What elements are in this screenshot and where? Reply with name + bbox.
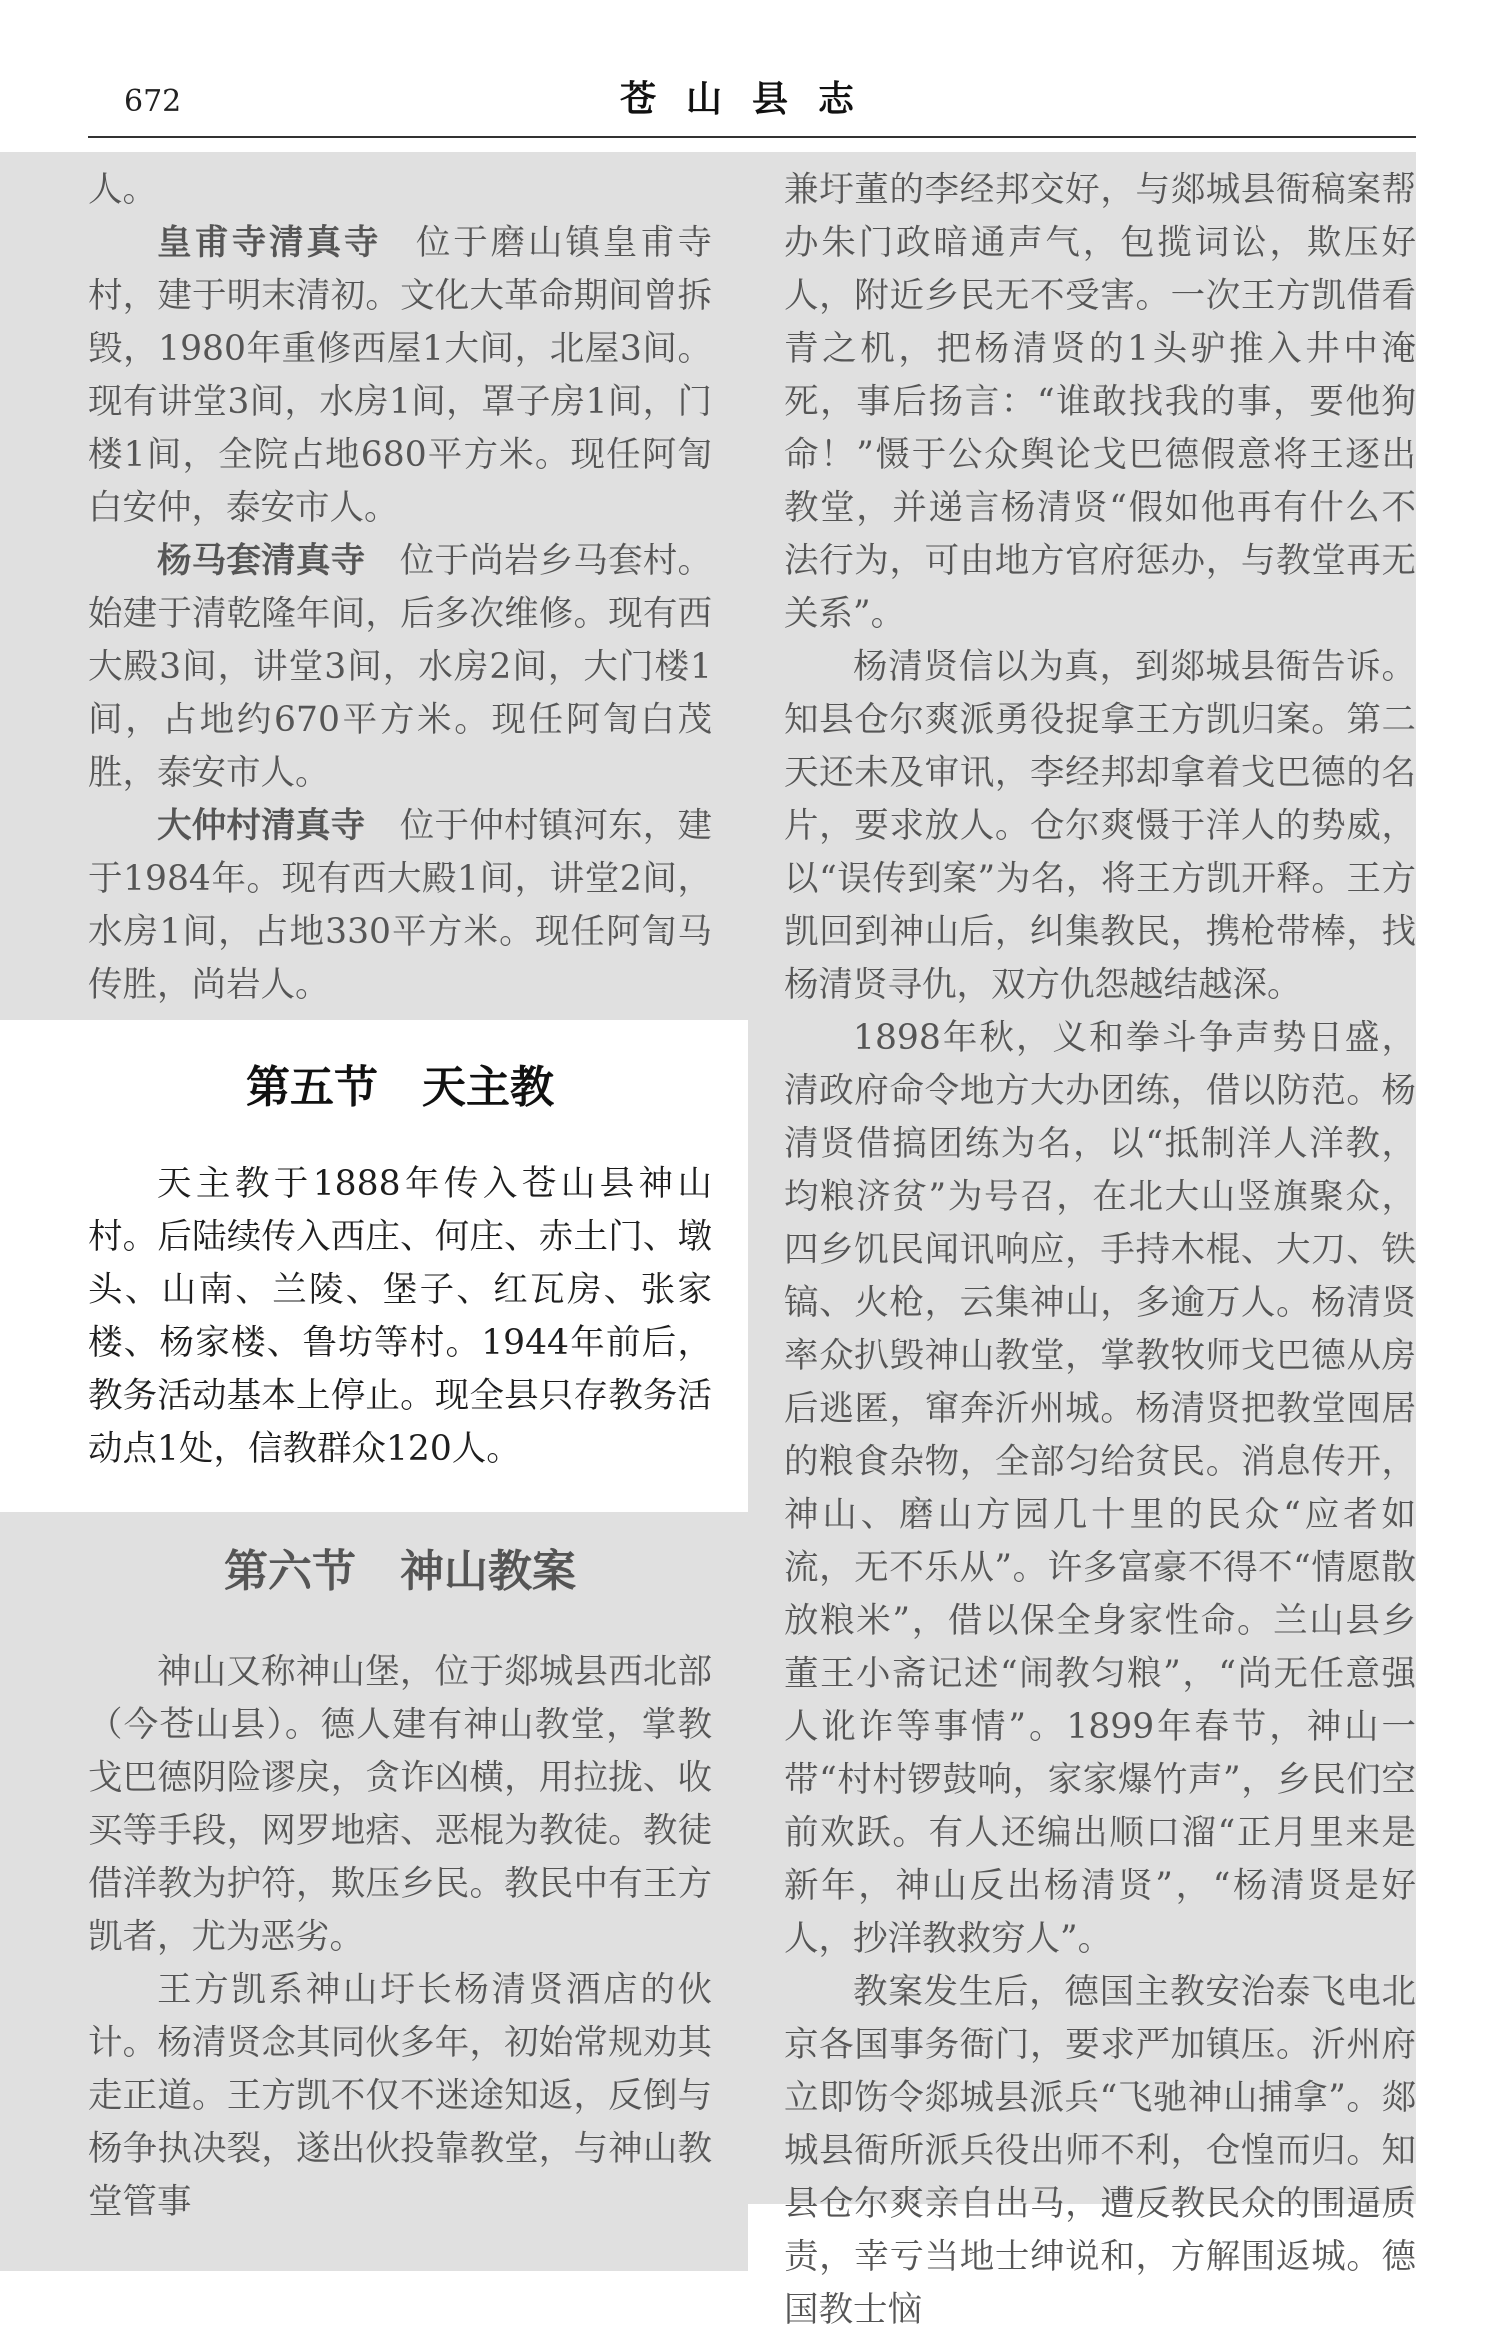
mosque-name: 大仲村清真寺: [157, 806, 366, 846]
mosque-entry: [88, 800, 712, 1012]
left-column-top-block: [0, 152, 748, 1020]
right-column: [748, 152, 1416, 2330]
mosque-description: 位于尚岩乡马套村。始建于清乾隆年间，后多次维修。现有西大殿3间，讲堂3间，水房2间，大门楼1间，占地约670平方米。现任阿訇白茂胜，泰安市人。: [88, 541, 713, 793]
mosque-entry: [88, 535, 712, 800]
body-paragraph: 1898年秋，义和拳斗争声势日盛，清政府命令地方大办团练，借以防范。杨清贤借搞团练为名，以“抵制洋人洋教，均粮济贫”为号召，在北大山竖旗聚众，四乡饥民闻讯响应，手持木棍、大刀、铁镐、火枪，云集神山，多逾万人。杨清贤率众扒毁神山教堂，掌教牧师戈巴德从房后逃匿，窜奔沂州城。杨清贤把教堂囤居的粮食杂物，全部匀给贫民。消息传开，神山、磨山方园几十里的民众“应者如流，无不乐从”。许多富豪不得不“情愿散放粮米”，借以保全身家性命。兰山县乡董王小斋记述“闹教匀粮”，“尚无任意强人讹诈等事情”。1899年春节，神山一带“村村锣鼓响，家家爆竹声”，乡民们空前欢跃。有人还编出顺口溜“正月里来是新年，神山反出杨清贤”，“杨清贤是好人，抄洋教救穷人”。: [784, 1018, 1416, 1959]
book-title: 苍山县志: [620, 78, 885, 120]
header-divider: [88, 136, 1416, 138]
mosque-entry: [88, 217, 712, 535]
section-heading: 第五节 天主教: [246, 1062, 554, 1113]
mosque-name: 杨马套清真寺: [157, 541, 366, 581]
continued-paragraph-tail: 人。: [88, 170, 157, 210]
section-paragraph: 王方凯系神山圩长杨清贤酒店的伙计。杨清贤念其同伙多年，初始常规劝其走正道。王方凯不仅不迷途知返，反倒与杨争执决裂，遂出伙投靠教堂，与神山教堂管事: [88, 1970, 712, 2222]
section-paragraph: 天主教于1888年传入苍山县神山村。后陆续传入西庄、何庄、赤土门、墩头、山南、兰陵、堡子、红瓦房、张家楼、杨家楼、鲁坊等村。1944年前后，教务活动基本上停止。现全县只存教务活动点1处，信教群众120人。: [88, 1164, 712, 1469]
mosque-name: 皇甫寺清真寺: [157, 223, 382, 263]
section-paragraph: 神山又称神山堡，位于郯城县西北部（今苍山县）。德人建有神山教堂，掌教戈巴德阴险谬戾，贪诈凶横，用拉拢、收买等手段，网罗地痞、恶棍为教徒。教徒借洋教为护符，欺压乡民。教民中有王方凯者，尤为恶劣。: [88, 1652, 712, 1957]
body-paragraph: 教案发生后，德国主教安治泰飞电北京各国事务衙门，要求严加镇压。沂州府立即饬令郯城县派兵“飞驰神山捕拿”。郯城县衙所派兵役出师不利，仓惶而归。知县仓尔爽亲自出马，遭反教民众的围逼质责，幸亏当地士绅说和，方解围返城。德国教士恼: [784, 1972, 1416, 2330]
page-number: 672: [124, 84, 182, 119]
section-shenshan-case: [0, 1512, 748, 2271]
section-catholicism: [0, 1020, 748, 1512]
mosque-description: 位于仲村镇河东，建于1984年。现有西大殿1间，讲堂2间，水房1间，占地330平方米。现任阿訇马传胜，尚岩人。: [88, 806, 713, 1005]
body-paragraph: 杨清贤信以为真，到郯城县衙告诉。知县仓尔爽派勇役捉拿王方凯归案。第二天还未及审讯，李经邦却拿着戈巴德的名片，要求放人。仓尔爽慑于洋人的势威，以“误传到案”为名，将王方凯开释。王方凯回到神山后，纠集教民，携枪带棒，找杨清贤寻仇，双方仇怨越结越深。: [784, 647, 1416, 1005]
section-heading: 第六节 神山教案: [224, 1546, 576, 1597]
mosque-description: 位于磨山镇皇甫寺村，建于明末清初。文化大革命期间曾拆毁，1980年重修西屋1大间，北屋3间。现有讲堂3间，水房1间，罩子房1间，门楼1间，全院占地680平方米。现任阿訇白安仲，泰安市人。: [88, 223, 713, 528]
body-paragraph: 兼圩董的李经邦交好，与郯城县衙稿案帮办朱门政暗通声气，包揽词讼，欺压好人，附近乡民无不受害。一次王方凯借看青之机，把杨清贤的1头驴推入井中淹死，事后扬言：“谁敢找我的事，要他狗命！”慑于公众舆论戈巴德假意将王逐出教堂，并递言杨清贤“假如他再有什么不法行为，可由地方官府惩办，与教堂再无关系”。: [784, 170, 1416, 634]
